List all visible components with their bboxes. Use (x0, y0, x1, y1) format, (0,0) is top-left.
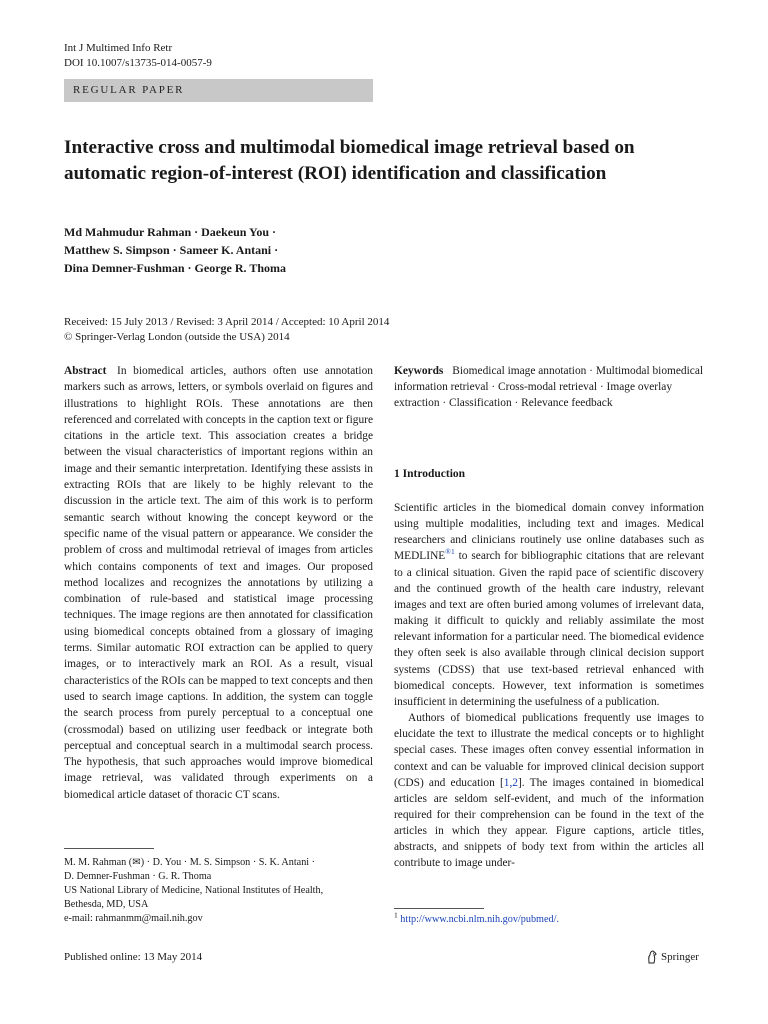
footnote (394, 910, 559, 927)
article-type-banner: REGULAR PAPER (64, 79, 373, 102)
keywords (394, 363, 704, 412)
introduction-body (394, 500, 704, 872)
paper-title: Interactive cross and multimodal biomedical image retrieval based on automatic region-of-interest (ROI) identification and classification (64, 137, 635, 184)
copyright: © Springer-Verlag London (outside the USA) 2014 (64, 330, 290, 343)
footnote-number: 1 (394, 910, 398, 920)
author-list (64, 223, 464, 277)
publisher-name: Springer (661, 951, 699, 963)
springer-horse-logo-icon (646, 950, 658, 964)
footnote-rule (394, 908, 484, 909)
paragraph-text: Scientific articles in the biomedical domain convey information using multiple modalities, including text and images. Medical researchers and clinicians routinely use online databases such as MEDLINE (394, 502, 704, 563)
footnote-ref[interactable]: ®1 (445, 547, 455, 557)
paragraph (394, 710, 704, 872)
affiliation-line: M. M. Rahman (✉) · D. You · M. S. Simpson · S. K. Antani · (64, 857, 316, 868)
affiliation-rule (64, 848, 154, 849)
abstract-text: In biomedical articles, authors often use annotation markers such as arrows, letters, or symbols overlaid on figures and illustrations to highlight ROIs. These annotations are then referenced and correlated with concepts in the caption text or figure citations in the article text. This association creates a bridge between the visual characteristics of important regions within an image and their semantic interpretation. Identifying these assists in extracting ROIs that are likely to be highly relevant to the discussion in the article text. The aim of this work is to perform semantic search without knowing the concept keyword or the specific name of the visual pattern or appearance. We consider the problem of cross and multimodal retrieval of images from articles which contains components of text and images. Our proposed method localizes and recognizes the annotations by utilizing a combination of rule-based and statistical image processing techniques. The image regions are then annotated for classification using biomedical concepts obtained from a glossary of imaging terms. Similar automatic ROI extraction can be applied to query images, or to interactively mark an ROI. As a result, visual characteristics of the ROIs can be mapped to text concepts and then used to search image captions. In addition, the system can toggle the search process from purely perceptual to a conceptual one (crossmodal) based on utilizing user feedback or integrate both perceptual and conceptual search in a multimodal search process. The hypothesis, that such approaches would improve biomedical image retrieval, was validated through experiments on a biomedical article dataset of thoracic CT scans. (64, 365, 373, 801)
publisher-mark (646, 950, 699, 964)
footnote-url[interactable]: http://www.ncbi.nlm.nih.gov/pubmed/. (400, 914, 559, 925)
abstract-label: Abstract (64, 365, 107, 377)
affiliation (64, 856, 384, 926)
received-dates: Received: 15 July 2013 / Revised: 3 April 2014 / Accepted: 10 April 2014 (64, 316, 390, 328)
author-line: Md Mahmudur Rahman · Daekeun You · (64, 225, 277, 239)
doi: DOI 10.1007/s13735-014-0057-9 (64, 57, 212, 69)
published-date: Published online: 13 May 2014 (64, 951, 203, 963)
paragraph-text: Authors of biomedical publications frequently use images to elucidate the text to illustrate the medical concepts or to highlight special cases. These images often convey essential information in context and can be valuable for improved clinical decision support (CDS) and education [ (394, 712, 704, 789)
affiliation-line: Bethesda, MD, USA (64, 899, 149, 910)
keywords-text: Biomedical image annotation · Multimodal biomedical information retrieval · Cross-modal retrieval · Image overlay extraction · Classification · Relevance feedback (394, 365, 704, 410)
article-history (64, 315, 389, 344)
affiliation-email[interactable]: e-mail: rahmanmm@mail.nih.gov (64, 913, 203, 924)
paragraph-text: ]. The images contained in biomedical articles are seldom self-evident, and much of the information required for their comprehension can be found in the text of the articles in which they appear. Figure captions, article titles, abstracts, and snippets of body text from within the articles all contribute to image under- (394, 776, 704, 870)
paragraph (394, 500, 704, 710)
author-line: Dina Demner-Fushman · George R. Thoma (64, 261, 286, 275)
journal-name: Int J Multimed Info Retr (64, 42, 173, 54)
section-heading-introduction: 1 Introduction (394, 468, 466, 480)
citation-link[interactable]: 1,2 (503, 776, 519, 789)
abstract (64, 363, 373, 803)
affiliation-line: D. Demner-Fushman · G. R. Thoma (64, 871, 212, 882)
journal-header (64, 41, 212, 71)
author-line: Matthew S. Simpson · Sameer K. Antani · (64, 243, 279, 257)
paragraph-text: to search for bibliographic citations that are relevant to a clinical situation. Given the rapid pace of scientific discovery and the continued growth of the health care industry, relevant images and text are often buried among volumes of irrelevant data, making it difficult to quickly and reliably assimilate the most relevant information for a particular need. The biomedical evidence they often seek is also available through clinical decision support systems (CDSS) that use text-based retrieval enhanced with biomedical concepts. However, text information is sometimes insufficient in determining the usefulness of a publication. (394, 550, 704, 708)
keywords-label: Keywords (394, 365, 444, 377)
affiliation-line: US National Library of Medicine, National Institutes of Health, (64, 885, 324, 896)
